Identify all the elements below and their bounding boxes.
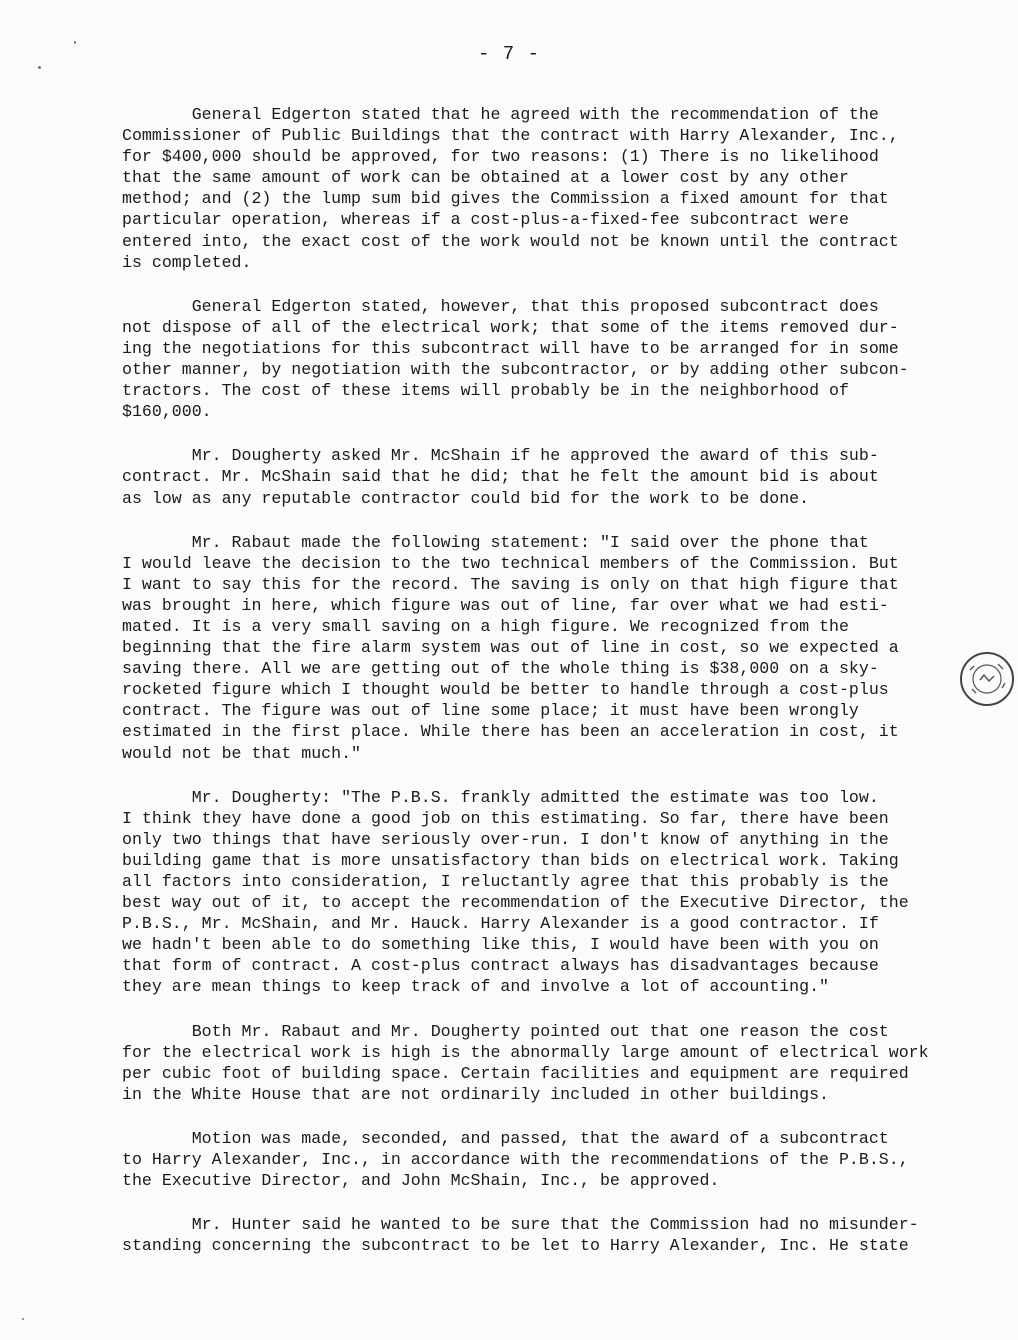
paragraph-electrical-cost: Both Mr. Rabaut and Mr. Dougherty pointed out that one reason the cost for the electrical work is high is the abnormally large amount of electrical work per cubic foot of building space. Certain facilities and equipment are required in the White House that are not ordinarily included in other buildings.: [122, 1021, 929, 1104]
paragraph-edgerton-recommendation: General Edgerton stated that he agreed with the recommendation of the Commissioner of Public Buildings that the contract with Harry Alexander, Inc., for $400,000 should be approved, for two reasons: (1) There is no likelihood that the same amount of work can be obtained at a lower cost by any other method; and (2) the lump sum bid gives the Commission a fixed amount for that particular operation, whereas if a cost-plus-a-fixed-fee subcontract were entered into, the exact cost of the work would not be known until the contract is completed.: [122, 105, 899, 272]
paragraph-rabaut-statement: Mr. Rabaut made the following statement: "I said over the phone that I would leave the decision to the two technical members of the Commission. But I want to say this for the record. The saving is only on that high figure that was brought in here, which figure was out of line, far over what we had esti- mated. It is a very small saving on a high figure. We recognized from the beginning that the fire alarm system was out of line in cost, so we expected a saving there. All we are getting out of the whole thing is $38,000 on a sky- rocketed figure which I thought would be better to handle through a cost-plus contract. The figure was out of line some place; it must have been wrongly estimated in the first place. While there has been an acceleration in cost, it would not be that much.": [122, 532, 899, 763]
paragraph-hunter: Mr. Hunter said he wanted to be sure that the Commission had no misunder- standing concerning the subcontract to be let to Harry Alexander, Inc. He state: [122, 1215, 919, 1256]
scan-speck: [74, 41, 76, 44]
scan-speck: [38, 66, 41, 69]
body-text: [122, 104, 982, 1256]
paragraph-motion: Motion was made, seconded, and passed, that the award of a subcontract to Harry Alexander, Inc., in accordance with the recommendations of the P.B.S., the Executive Director, and John McShain, Inc., be approved.: [122, 1128, 909, 1191]
paragraph-dougherty-statement: Mr. Dougherty: "The P.B.S. frankly admitted the estimate was too low. I think they have done a good job on this estimating. So far, there have been only two things that have seriously over-run. I don't know of anything in the building game that is more unsatisfactory than bids on electrical work. Taking all factors into consideration, I reluctantly agree that this probably is the best way out of it, to accept the recommendation of the Executive Director, the P.B.S., Mr. McShain, and Mr. Hauck. Harry Alexander is a good contractor. If we hadn't been able to do something like this, I would have been with you on that form of contract. A cost-plus contract always has disadvantages because they are mean things to keep track of and involve a lot of accounting.": [122, 787, 909, 997]
page-number: - 7 -: [477, 43, 540, 65]
paragraph-edgerton-remaining-work: General Edgerton stated, however, that this proposed subcontract does not dispose of all of the electrical work; that some of the items removed dur- ing the negotiations for this subcontract will have to be arranged for in some other manner, by negotiation with the subcontractor, or by adding other subcon- tractors. The cost of these items will probably be in the neighborhood of $160,000.: [122, 296, 909, 422]
paragraph-dougherty-question: Mr. Dougherty asked Mr. McShain if he approved the award of this sub- contract. Mr. McShain said that he did; that he felt the amount bid is about as low as any reputable contractor could bid for the work to be done.: [122, 446, 879, 508]
library-stamp-icon: [958, 650, 1016, 708]
scan-speck: [22, 1318, 24, 1320]
